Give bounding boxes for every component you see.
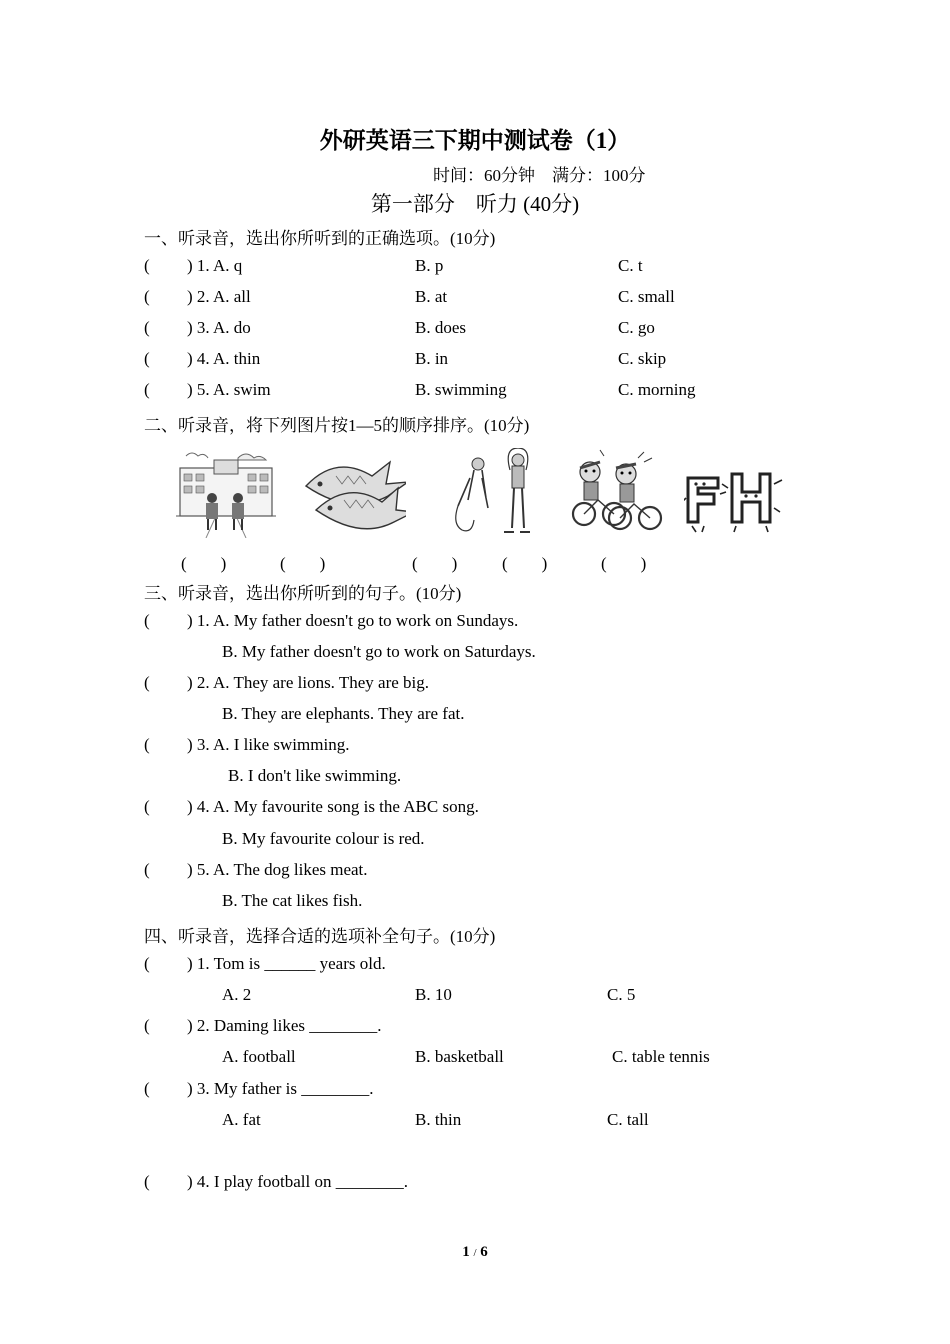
option-b: B. in	[415, 349, 449, 368]
option-b: B. does	[415, 318, 466, 337]
answer-blank[interactable]: ( )	[280, 554, 326, 573]
letters-fh-picture	[684, 448, 784, 538]
part-heading: 第一部分 听力 (40分)	[370, 192, 580, 216]
answer-paren: (	[144, 860, 150, 879]
option-c: C. table tennis	[612, 1047, 710, 1066]
option-c: C. 5	[607, 985, 636, 1004]
option-a: A. 2	[222, 985, 252, 1004]
answer-paren: (	[144, 287, 150, 306]
section-2-heading: 二、听录音，将下列图片按1—5的顺序排序。(10分)	[144, 416, 530, 435]
page-title: 外研英语三下期中测试卷（1）	[319, 128, 631, 153]
question-4-4: ) 4. I play football on ________.	[187, 1172, 408, 1191]
answer-blank[interactable]: ( )	[601, 554, 647, 573]
question-3-5-a: ) 5. A. The dog likes meat.	[187, 860, 368, 879]
section-4-heading: 四、听录音，选择合适的选项补全句子。(10分)	[144, 927, 496, 946]
answer-paren: (	[144, 611, 150, 630]
answer-paren: (	[144, 797, 150, 816]
option-b: B. at	[415, 287, 448, 306]
question-1-3: ) 3. A. do	[187, 318, 251, 337]
answer-paren: (	[144, 256, 150, 275]
option-c: C. tall	[607, 1110, 649, 1129]
exam-meta: 时间：60分钟 满分：100分	[433, 166, 646, 185]
option-b: B. thin	[415, 1110, 462, 1129]
question-3-4-a: ) 4. A. My favourite song is the ABC song.	[187, 797, 479, 816]
question-4-2: ) 2. Daming likes ________.	[187, 1016, 382, 1035]
answer-paren: (	[144, 1079, 150, 1098]
answer-paren: (	[144, 954, 150, 973]
option-b: B. 10	[415, 985, 452, 1004]
skipping-rope-picture	[444, 448, 538, 538]
question-3-3-a: ) 3. A. I like swimming.	[187, 735, 350, 754]
page-total: 6	[480, 1244, 488, 1260]
answer-paren: (	[144, 380, 150, 399]
answer-blank[interactable]: ( )	[502, 554, 548, 573]
answer-paren: (	[144, 1016, 150, 1035]
option-a: A. football	[222, 1047, 296, 1066]
fish-picture	[302, 448, 406, 538]
question-3-2-a: ) 2. A. They are lions. They are big.	[187, 673, 430, 692]
answer-paren: (	[144, 318, 150, 337]
option-b: B. swimming	[415, 380, 507, 399]
answer-paren: (	[144, 1172, 150, 1191]
option-c: C. morning	[618, 380, 696, 399]
question-1-4: ) 4. A. thin	[187, 349, 261, 368]
question-4-1: ) 1. Tom is ______ years old.	[187, 954, 386, 973]
page-number	[0, 1244, 950, 1261]
section-3-heading: 三、听录音，选出你所听到的句子。(10分)	[144, 584, 462, 603]
question-4-3: ) 3. My father is ________.	[187, 1079, 374, 1098]
bicycle-kids-picture	[570, 448, 664, 538]
question-3-3-b: B. I don't like swimming.	[228, 766, 402, 785]
question-1-5: ) 5. A. swim	[187, 380, 271, 399]
answer-paren: (	[144, 673, 150, 692]
option-b: B. basketball	[415, 1047, 504, 1066]
question-3-5-b: B. The cat likes fish.	[222, 891, 363, 910]
answer-blank[interactable]: ( )	[412, 554, 458, 573]
question-3-4-b: B. My favourite colour is red.	[222, 829, 425, 848]
answer-blank[interactable]: ( )	[181, 554, 227, 573]
option-c: C. go	[618, 318, 655, 337]
answer-paren: (	[144, 349, 150, 368]
question-3-1-b: B. My father doesn't go to work on Saturdays.	[222, 642, 536, 661]
answer-paren: (	[144, 735, 150, 754]
question-1-2: ) 2. A. all	[187, 287, 251, 306]
question-3-2-b: B. They are elephants. They are fat.	[222, 704, 465, 723]
option-c: C. small	[618, 287, 675, 306]
option-c: C. t	[618, 256, 643, 275]
question-3-1-a: ) 1. A. My father doesn't go to work on Sundays.	[187, 611, 519, 630]
page-current: 1	[462, 1244, 470, 1260]
option-a: A. fat	[222, 1110, 261, 1129]
option-c: C. skip	[618, 349, 667, 368]
question-1-1: ) 1. A. q	[187, 256, 243, 275]
page-separator: /	[473, 1247, 477, 1259]
section-1-heading: 一、听录音，选出你所听到的正确选项。(10分)	[144, 229, 496, 248]
school-kids-picture	[176, 448, 276, 538]
option-b: B. p	[415, 256, 444, 275]
